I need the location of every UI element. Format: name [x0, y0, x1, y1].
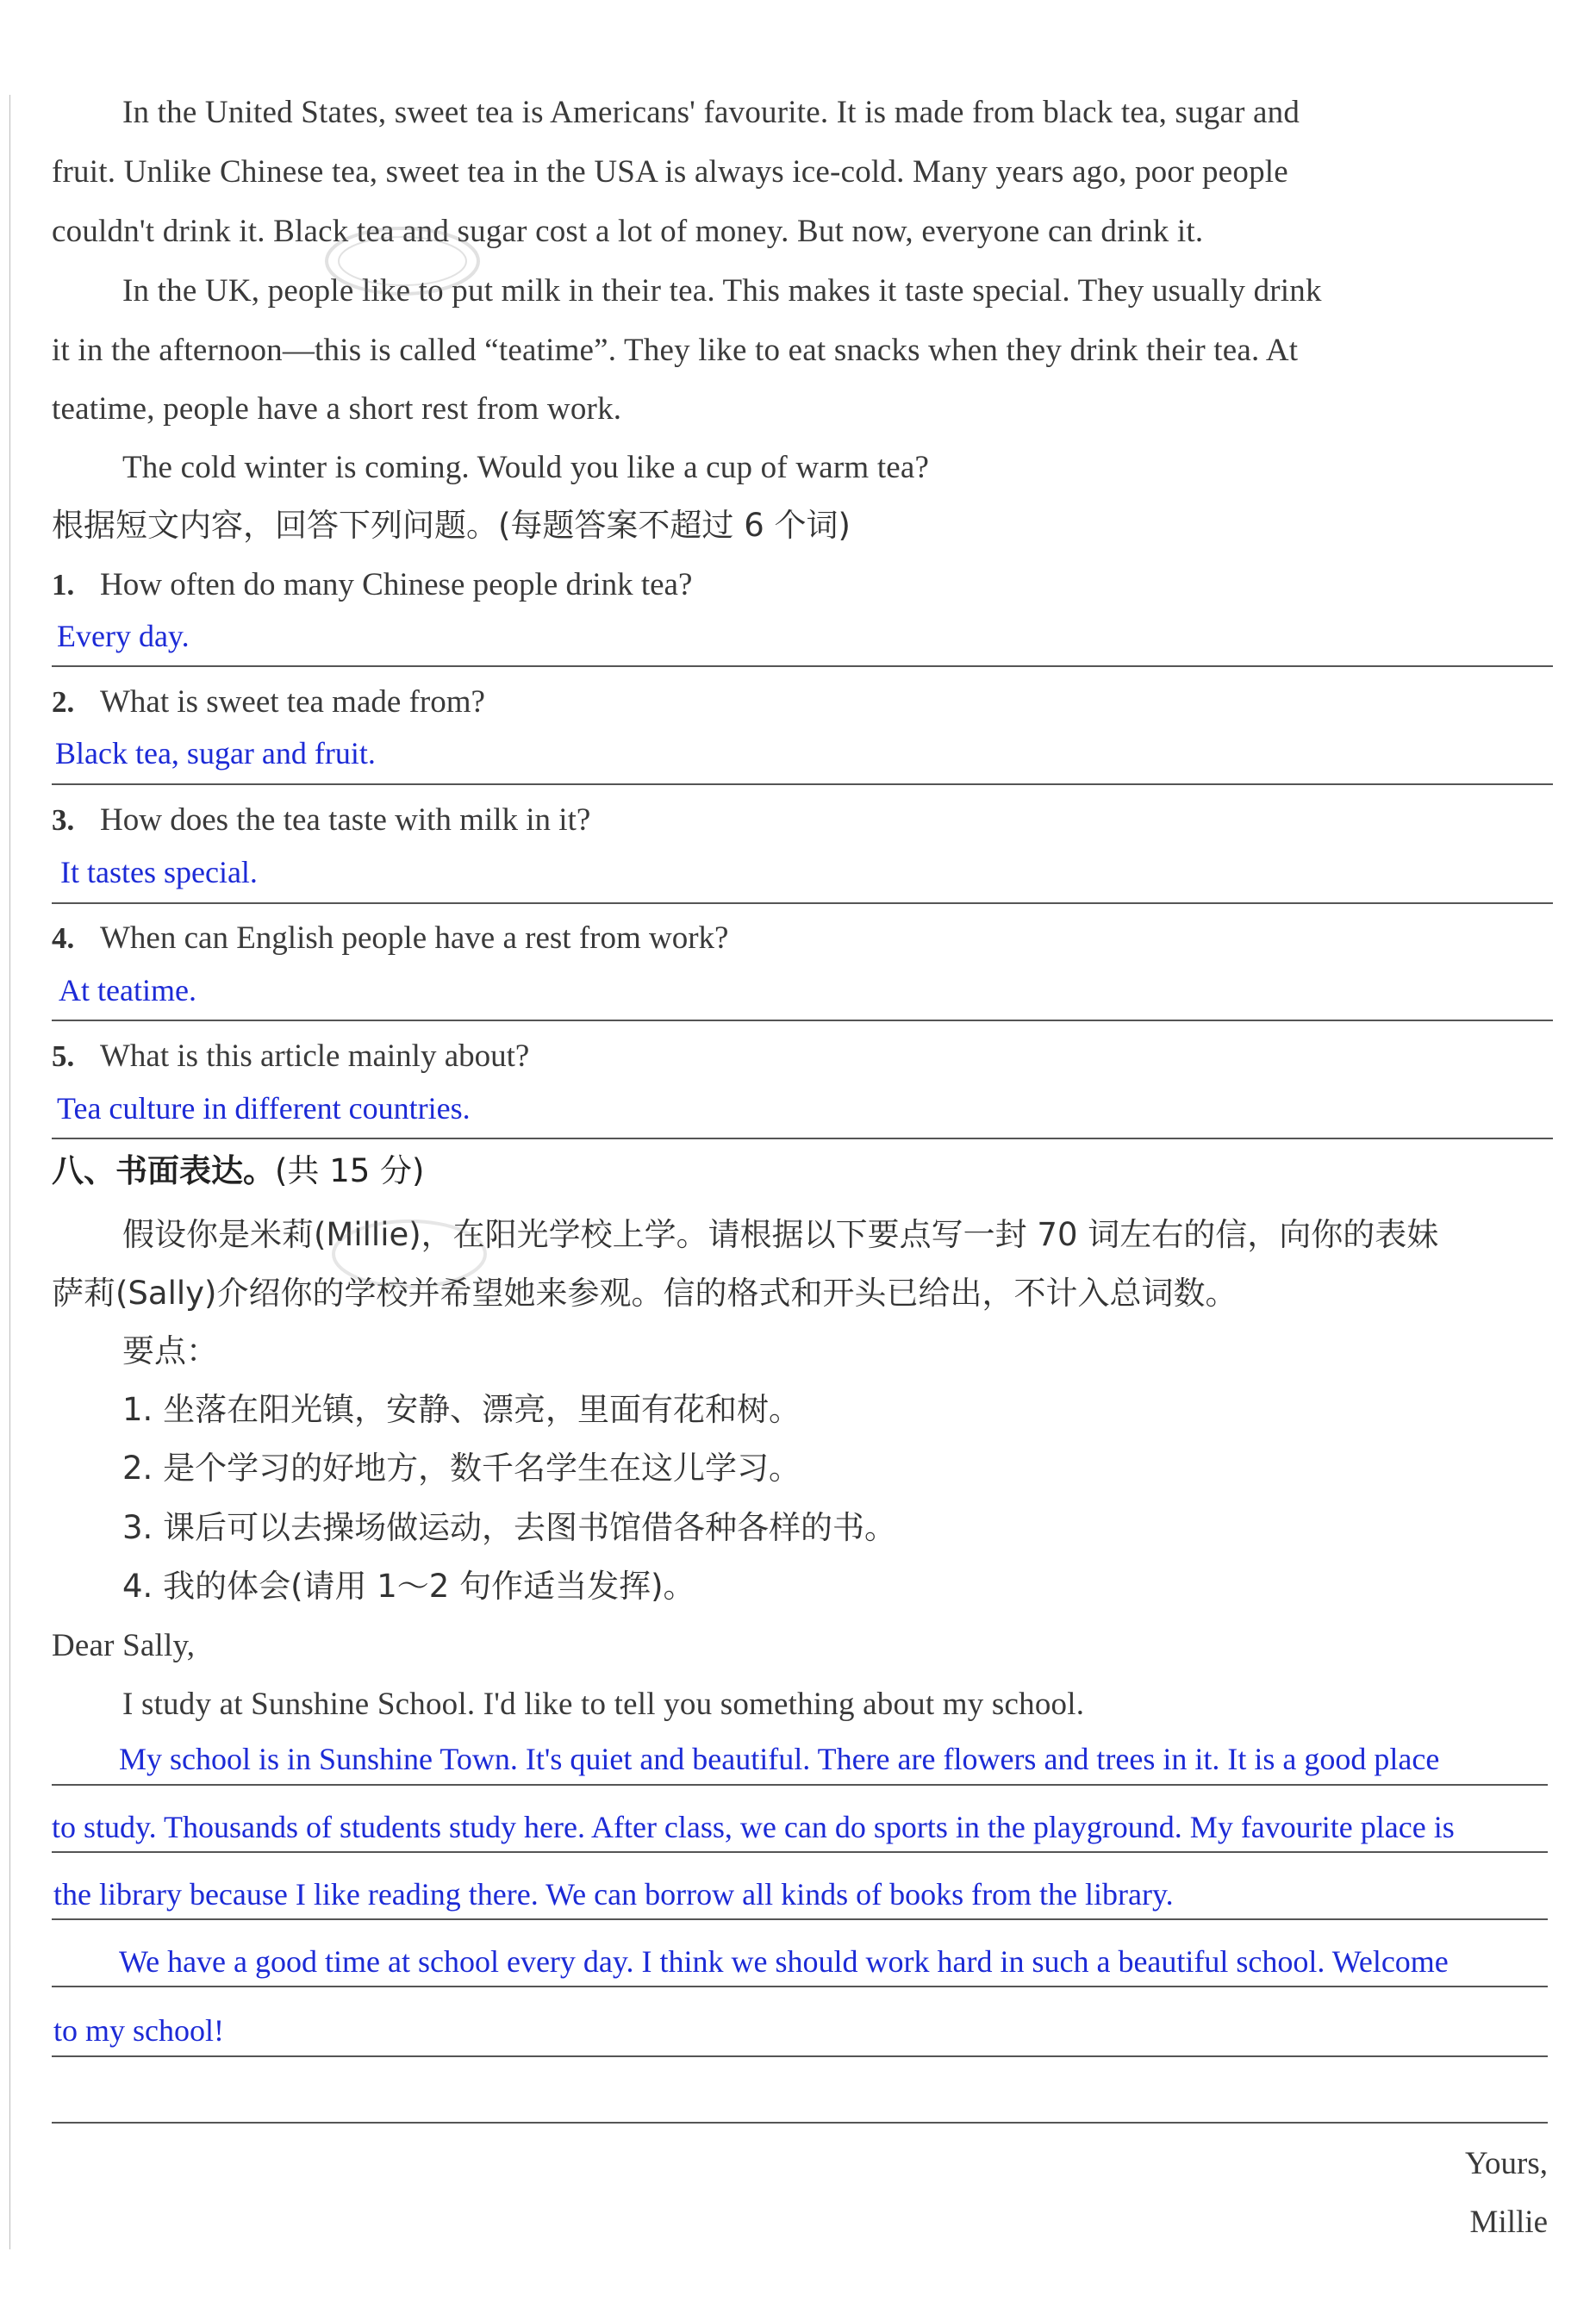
writing-line: [52, 1918, 1548, 1920]
point-item: 2. 是个学习的好地方，数千名学生在这儿学习。: [122, 1450, 801, 1487]
essay-line: We have a good time at school every day. I think we should work hard in such a beautiful school. Welcome: [119, 1944, 1449, 1979]
answer-line: [52, 1138, 1553, 1139]
point-item: 1. 坐落在阳光镇，安静、漂亮，里面有花和树。: [122, 1391, 801, 1428]
answer-text: Every day.: [57, 619, 190, 653]
question-text: When can English people have a rest from work?: [100, 920, 729, 956]
passage-line: In the United States, sweet tea is Americans' favourite. It is made from black tea, sugar and: [122, 95, 1300, 130]
point-item: 3. 课后可以去操场做运动，去图书馆借各种各样的书。: [122, 1509, 897, 1546]
passage-line: In the UK, people like to put milk in their tea. This makes it taste special. They usually drink: [122, 273, 1322, 309]
question-text: What is sweet tea made from?: [100, 684, 485, 720]
answer-line: [52, 1020, 1553, 1021]
answer-line: [52, 783, 1553, 785]
essay-line: the library because I like reading there. We can borrow all kinds of books from the library.: [53, 1877, 1174, 1912]
writing-line: [52, 1986, 1548, 1987]
answer-text: Black tea, sugar and fruit.: [55, 736, 376, 770]
answer-text: It tastes special.: [60, 855, 258, 889]
letter-signature: Millie: [1469, 2205, 1548, 2240]
essay-line: to my school!: [53, 2013, 224, 2048]
watermark-stamp: [321, 222, 484, 300]
section-title: [52, 1151, 424, 1191]
left-margin-rule: [9, 95, 10, 2249]
essay-line: My school is in Sunshine Town. It's quiet and beautiful. There are flowers and trees in it. It is a good place: [119, 1742, 1440, 1776]
section-title-text: 八、书面表达。: [52, 1152, 275, 1189]
writing-line: [52, 2055, 1548, 2057]
point-item: 4. 我的体会(请用 1～2 句作适当发挥)。: [122, 1568, 695, 1605]
question-text: How often do many Chinese people drink tea?: [100, 567, 693, 602]
question-number: 4.: [52, 921, 75, 955]
passage-line: it in the afternoon—this is called “teatime”. They like to eat snacks when they drink their tea. At: [52, 333, 1299, 368]
question-text: What is this article mainly about?: [100, 1038, 530, 1074]
letter-closing: Yours,: [1465, 2146, 1548, 2181]
answer-text: Tea culture in different countries.: [57, 1091, 471, 1126]
question-text: How does the tea taste with milk in it?: [100, 802, 591, 838]
writing-line: [52, 1784, 1548, 1786]
writing-line: [52, 1851, 1548, 1853]
passage-line: fruit. Unlike Chinese tea, sweet tea in the USA is always ice-cold. Many years ago, poor people: [52, 154, 1288, 190]
passage-line: teatime, people have a short rest from work.: [52, 391, 622, 427]
passage-line: couldn't drink it. Black tea and sugar cost a lot of money. But now, everyone can drink it.: [52, 214, 1204, 249]
answer-text: At teatime.: [59, 973, 196, 1007]
answer-line: [52, 902, 1553, 904]
question-number: 2.: [52, 685, 75, 719]
answer-line: [52, 665, 1553, 667]
writing-prompt: 假设你是米莉(Millie)，在阳光学校上学。请根据以下要点写一封 70 词左右的信，向你的表妹: [122, 1216, 1439, 1253]
letter-opening: I study at Sunshine School. I'd like to tell you something about my school.: [122, 1687, 1085, 1722]
writing-prompt: 萨莉(Sally)介绍你的学校并希望她来参观。信的格式和开头已给出，不计入总词数。: [52, 1275, 1238, 1312]
question-number: 5.: [52, 1039, 75, 1073]
watermark-stamp: [327, 1215, 491, 1293]
question-number: 3.: [52, 803, 75, 837]
letter-salutation: Dear Sally,: [52, 1628, 196, 1663]
section-score: (共 15 分): [275, 1152, 425, 1189]
passage-line: The cold winter is coming. Would you like a cup of warm tea?: [122, 450, 930, 485]
essay-line: to study. Thousands of students study here. After class, we can do sports in the playground. My favourite place is: [52, 1810, 1455, 1844]
question-instruction: 根据短文内容，回答下列问题。(每题答案不超过 6 个词): [52, 507, 851, 544]
writing-line: [52, 2122, 1548, 2124]
question-number: 1.: [52, 568, 75, 602]
points-label: 要点：: [122, 1332, 218, 1369]
